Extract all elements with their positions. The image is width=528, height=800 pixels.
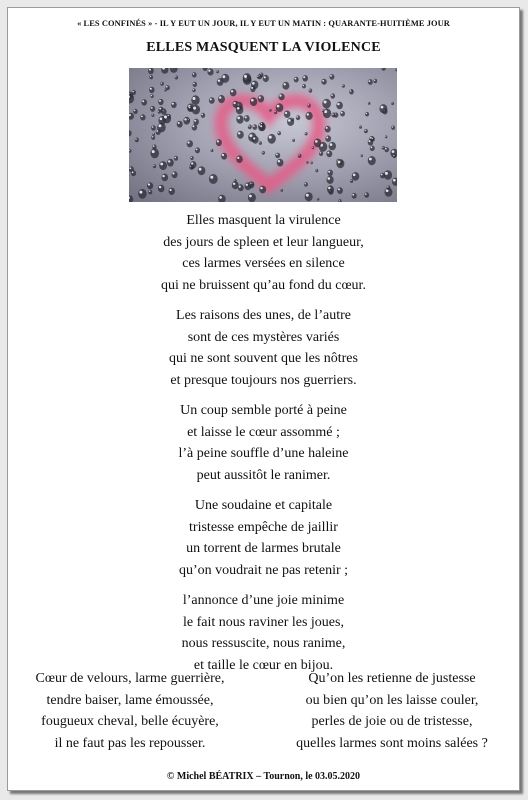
- verse-line: et presque toujours nos guerriers.: [170, 372, 357, 388]
- raindrops-heart-photo: [129, 68, 397, 202]
- verse-line: il ne faut pas les repousser.: [54, 735, 206, 751]
- verse-line: Les raisons des unes, de l’autre: [176, 308, 351, 323]
- verse-line: peut aussitôt le ranimer.: [196, 467, 331, 483]
- verse-line: ces larmes versées en silence: [182, 256, 345, 271]
- left-stanza: [10, 668, 250, 754]
- verse-line: le fait nous raviner les joues,: [183, 614, 344, 630]
- final-stanzas: [8, 668, 519, 758]
- verse-line: des jours de spleen et leur langueur,: [163, 234, 364, 250]
- stanza: [8, 495, 519, 581]
- verse-line: ou bien qu’on les laisse couler,: [305, 692, 479, 708]
- stanza: [8, 400, 519, 486]
- verse-line: l’annonce d’une joie minime: [182, 593, 345, 608]
- copyright-footer: © Michel BÉATRIX – Tournon, le 03.05.2020: [166, 771, 361, 782]
- verse-line: fougueux cheval, belle écuyère,: [41, 714, 219, 729]
- stanza: [8, 210, 519, 296]
- right-stanza: [272, 668, 512, 754]
- verse-line: qui ne sont souvent que les nôtres: [169, 351, 358, 366]
- stanza: [8, 305, 519, 391]
- verse-line: Elles masquent la virulence: [186, 213, 341, 228]
- verse-line: tendre baiser, lame émoussée,: [46, 692, 214, 708]
- verse-line: l’à peine souffle d’une haleine: [178, 446, 349, 461]
- poem-title: ELLES MASQUENT LA VIOLENCE: [146, 40, 381, 55]
- verse-line: Cœur de velours, larme guerrière,: [35, 671, 225, 686]
- poem-stanzas: [8, 210, 519, 685]
- verse-line: quelles larmes sont moins salées ?: [296, 735, 488, 751]
- stanza: [8, 590, 519, 676]
- verse-line: un torrent de larmes brutale: [186, 541, 341, 556]
- verse-line: Une soudaine et capitale: [194, 498, 333, 513]
- verse-line: tristesse empêche de jaillir: [189, 519, 338, 535]
- verse-line: perles de joie ou de tristesse,: [311, 714, 473, 729]
- verse-line: et laisse le cœur assommé ;: [187, 424, 340, 440]
- verse-line: qu’on voudrait ne pas retenir ;: [178, 562, 349, 578]
- verse-line: nous ressuscite, nous ranime,: [181, 636, 346, 651]
- verse-line: sont de ces mystères variés: [187, 329, 340, 345]
- raindrops-heart-image: [129, 68, 397, 202]
- series-header: « LES CONFINÉS » - IL Y EUT UN JOUR, IL Y EUT UN MATIN : QUARANTE-HUITIÈME JOUR: [77, 19, 450, 28]
- poem-page: [7, 7, 520, 791]
- verse-line: Qu’on les retienne de justesse: [308, 671, 476, 686]
- verse-line: Un coup semble porté à peine: [180, 403, 347, 418]
- verse-line: et taille le cœur en bijou.: [193, 657, 334, 673]
- verse-line: qui ne bruissent qu’au fond du cœur.: [161, 277, 366, 293]
